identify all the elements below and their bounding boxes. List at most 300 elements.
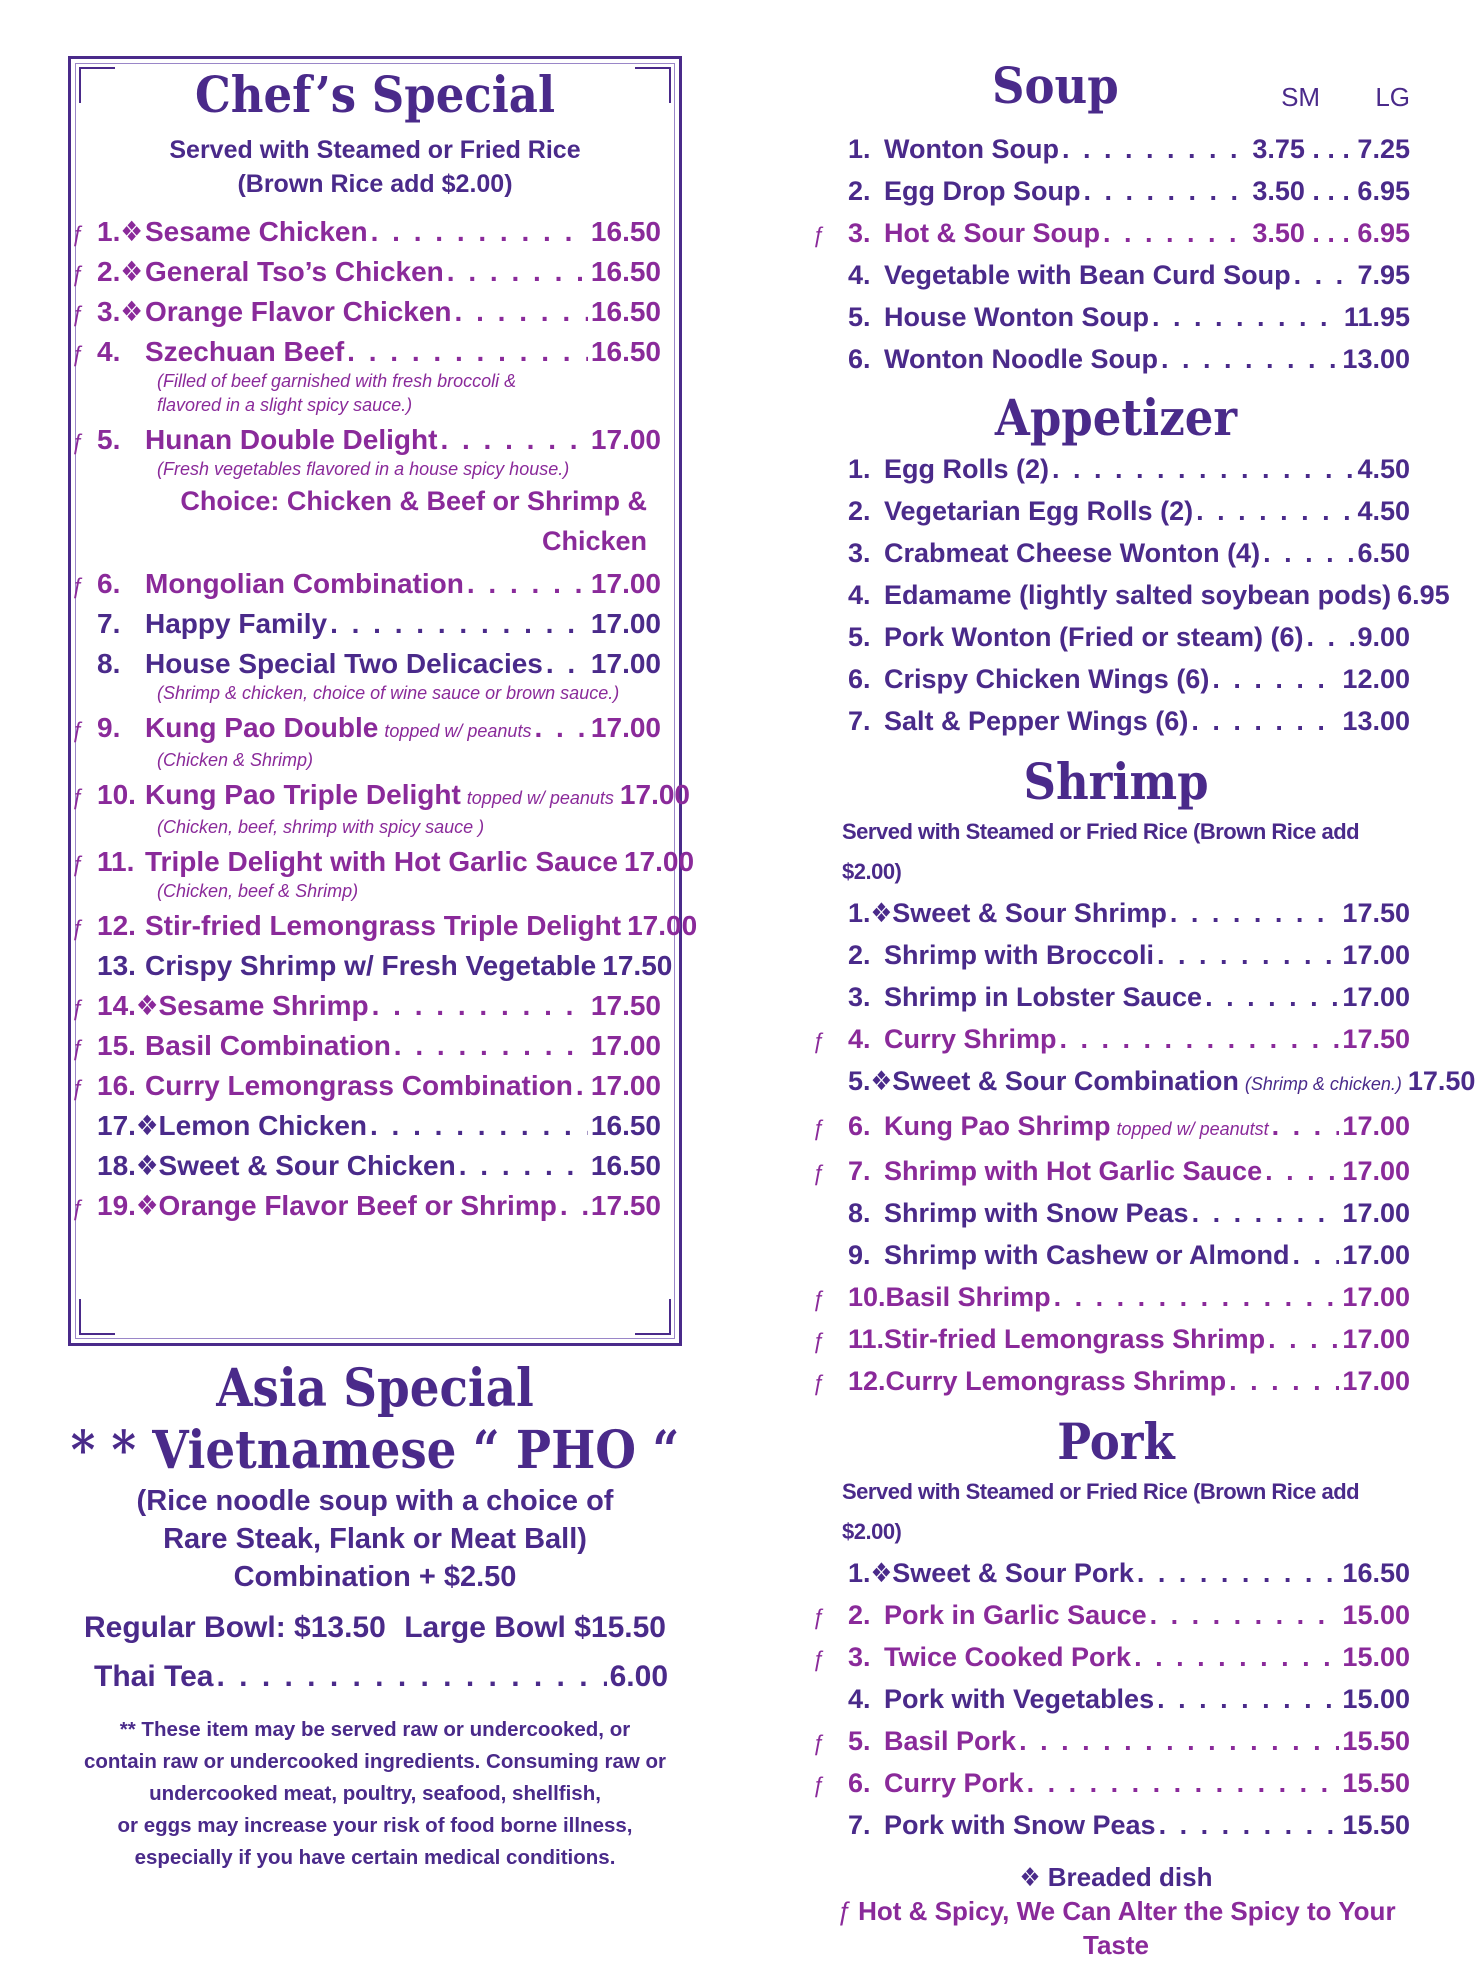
menu-item — [71, 1189, 661, 1223]
item-price: 15.00 — [1342, 1600, 1410, 1630]
item-description: (Chicken, beef & Shrimp) — [157, 881, 359, 901]
chefs-special-title: Chef’s Special — [194, 65, 556, 124]
item-number: 3. — [848, 218, 871, 248]
item-name: Curry Shrimp — [884, 1024, 1057, 1054]
item-number: 8. — [848, 1198, 871, 1228]
item-name: Pork with Snow Peas — [884, 1810, 1156, 1840]
leader-dots — [1137, 1552, 1340, 1594]
breaded-legend: ❖ Breaded dish — [1019, 1862, 1213, 1892]
item-note: topped w/ peanuts — [466, 788, 614, 808]
item-name: Edamame (lightly salted soybean pods) — [884, 580, 1392, 610]
warning-line: contain raw or undercooked ingredients. Consuming raw or — [83, 1750, 667, 1773]
item-price: 4.50 — [1357, 454, 1410, 484]
chili-pepper-icon: ƒ — [812, 1772, 825, 1797]
menu-item — [848, 1234, 1410, 1276]
item-description: (Filled of beef garnished with fresh broccoli & — [157, 371, 517, 391]
item-number: 12. — [848, 1366, 886, 1396]
item-name: Shrimp with Broccoli — [884, 940, 1155, 970]
item-number: 7. — [848, 706, 871, 736]
leader-dots — [459, 1149, 588, 1183]
item-price: 17.00 — [1342, 1366, 1410, 1396]
corner-ornament — [79, 67, 115, 103]
menu-item — [812, 1018, 1410, 1060]
item-number: 1. — [848, 454, 871, 484]
item-name: Egg Drop Soup — [884, 176, 1081, 206]
item-number: 9. — [848, 1240, 871, 1270]
menu-item — [812, 1720, 1410, 1762]
item-price: 17.50 — [590, 990, 661, 1021]
item-price: 17.00 — [1342, 1282, 1410, 1312]
leader-dots — [1060, 1018, 1340, 1060]
item-name: Basil Shrimp — [885, 1282, 1051, 1312]
warning-line: ** These item may be served raw or undercooked, or — [119, 1718, 631, 1741]
item-number: 3. — [848, 538, 871, 568]
item-number: 1.❖ — [848, 1558, 893, 1588]
item-description: (Chicken & Shrimp) — [157, 750, 314, 770]
menu-item — [812, 1594, 1410, 1636]
menu-item — [848, 254, 1410, 296]
item-price: 15.50 — [1342, 1810, 1410, 1840]
chefs-special-list — [71, 209, 698, 1223]
item-price: 15.50 — [1342, 1726, 1410, 1756]
item-price: 17.50 — [1342, 898, 1410, 928]
item-name: Shrimp with Snow Peas — [884, 1198, 1189, 1228]
item-price: 12.00 — [1342, 664, 1410, 694]
menu-item — [71, 255, 661, 289]
leader-dots — [440, 423, 587, 457]
chili-pepper-icon: ƒ — [71, 995, 84, 1020]
item-number: 8. — [97, 648, 121, 679]
item-name: Shrimp with Hot Garlic Sauce — [884, 1156, 1263, 1186]
warning-line: undercooked meat, poultry, seafood, shellfish, — [149, 1782, 601, 1805]
item-name: Orange Flavor Chicken — [145, 296, 452, 327]
item-note: topped w/ peanutst — [1116, 1119, 1269, 1139]
item-number: 10. — [97, 779, 136, 810]
item-number: 10. — [848, 1282, 886, 1312]
leader-dots — [1027, 1762, 1340, 1804]
shrimp-title: Shrimp — [1023, 752, 1209, 811]
item-name: Curry Pork — [884, 1768, 1024, 1798]
item-name: Shrimp with Cashew or Almond — [884, 1240, 1290, 1270]
leader-dots — [1268, 1318, 1339, 1360]
item-name: Wonton Noodle Soup — [884, 344, 1158, 374]
item-number: 11. — [848, 1324, 885, 1354]
item-number: 6. — [848, 1111, 871, 1141]
chili-pepper-icon: ƒ — [71, 221, 84, 246]
item-name: House Special Two Delicacies — [145, 648, 543, 679]
item-number: 2. — [848, 496, 871, 526]
menu-item — [848, 616, 1410, 658]
leader-dots — [546, 647, 588, 681]
item-price: 17.50 — [1407, 1066, 1476, 1096]
item-number: 5.❖ — [848, 1066, 893, 1096]
size-small-label: SM — [1281, 82, 1321, 112]
item-price: 17.00 — [590, 712, 661, 743]
asia-special — [68, 1358, 682, 1874]
chili-pepper-icon: ƒ — [812, 1730, 825, 1755]
left-column — [68, 56, 698, 1869]
item-price: 16.50 — [1342, 1558, 1410, 1588]
pho-title: * * Vietnamese “ PHO “ — [70, 1420, 680, 1481]
menu-item — [848, 658, 1410, 700]
chili-pepper-icon: ƒ — [71, 1035, 84, 1060]
leader-dots — [1307, 616, 1355, 658]
leader-dots — [370, 1109, 588, 1143]
item-price: 16.50 — [590, 1110, 661, 1141]
item-price: 16.50 — [590, 1150, 661, 1181]
item-name: Sweet & Sour Chicken — [158, 1150, 456, 1181]
leader-dots — [1150, 1594, 1340, 1636]
thai-tea-item — [94, 1660, 668, 1694]
item-number: 1.❖ — [848, 898, 893, 928]
item-number: 3.❖ — [97, 296, 143, 327]
menu-item — [848, 448, 1410, 490]
warning-line: especially if you have certain medical conditions. — [134, 1846, 616, 1869]
item-name: Triple Delight with Hot Garlic Sauce — [145, 846, 618, 877]
chili-pepper-icon: ƒ — [812, 1286, 825, 1311]
menu-item — [848, 532, 1410, 574]
leader-dots — [467, 567, 588, 601]
item-name: Curry Lemongrass Combination — [145, 1070, 573, 1101]
item-number: 6. — [848, 1768, 871, 1798]
chefs-special-brown-rice: (Brown Rice add $2.00) — [237, 170, 513, 198]
item-number: 3. — [848, 982, 871, 1012]
item-name: Basil Pork — [884, 1726, 1017, 1756]
item-price: 3.50 . . . 6.95 — [1252, 176, 1410, 206]
item-price: 17.00 — [619, 779, 690, 810]
item-price: 17.00 — [1342, 1111, 1410, 1141]
item-number: 1.❖ — [97, 216, 143, 247]
chili-pepper-icon: ƒ — [71, 1195, 84, 1220]
pork-title: Pork — [1057, 1412, 1175, 1471]
chili-pepper-icon: ƒ — [71, 573, 84, 598]
item-name: Shrimp in Lobster Sauce — [884, 982, 1203, 1012]
item-name: Twice Cooked Pork — [884, 1642, 1132, 1672]
leader-dots — [534, 711, 587, 745]
item-name: Salt & Pepper Wings (6) — [884, 706, 1189, 736]
item-price: 15.50 — [1342, 1768, 1410, 1798]
menu-item — [71, 215, 661, 249]
item-price: 17.00 — [590, 1030, 661, 1061]
item-name: House Wonton Soup — [884, 302, 1149, 332]
leader-dots — [1294, 254, 1355, 296]
item-price: 17.00 — [1342, 982, 1410, 1012]
soup-title: Soup — [992, 56, 1119, 115]
item-number: 7. — [97, 608, 121, 639]
chefs-special-served: Served with Steamed or Fried Rice — [169, 136, 581, 164]
menu-item — [97, 607, 661, 641]
item-number: 4. — [848, 580, 871, 610]
item-number: 4. — [848, 260, 871, 290]
menu-item — [71, 778, 690, 815]
leader-dots — [1152, 296, 1341, 338]
chili-pepper-icon: ƒ — [71, 851, 84, 876]
item-name: Wonton Soup — [884, 134, 1059, 164]
item-name: Pork with Vegetables — [884, 1684, 1155, 1714]
leader-dots — [1161, 338, 1339, 380]
menu-item — [812, 1636, 1410, 1678]
item-number: 5. — [848, 622, 871, 652]
item-name: Vegetarian Egg Rolls (2) — [884, 496, 1194, 526]
item-name: Curry Lemongrass Shrimp — [885, 1366, 1227, 1396]
menu-item — [71, 909, 698, 943]
item-name: Orange Flavor Beef or Shrimp — [158, 1190, 557, 1221]
menu-item — [812, 1105, 1410, 1150]
warning-line: or eggs may increase your risk of food borne illness, — [117, 1814, 633, 1837]
menu-item — [71, 1029, 661, 1063]
menu-item — [848, 338, 1410, 380]
item-price: 11.95 — [1343, 302, 1410, 332]
leader-dots — [1293, 1234, 1340, 1276]
chili-pepper-icon: ƒ — [71, 261, 84, 286]
item-name: Pork in Garlic Sauce — [884, 1600, 1147, 1630]
leader-dots — [1134, 1636, 1339, 1678]
leader-dots — [1159, 1804, 1340, 1846]
item-name: Sweet & Sour Combination — [892, 1066, 1239, 1096]
leader-dots — [1170, 892, 1340, 934]
item-name: Mongolian Combination — [145, 568, 464, 599]
item-number: 1. — [848, 134, 871, 164]
leader-dots — [372, 989, 588, 1023]
item-price: 13.00 — [1342, 344, 1410, 374]
chili-pepper-icon: ƒ — [71, 429, 84, 454]
corner-ornament — [79, 1299, 115, 1335]
leader-dots — [1229, 1360, 1339, 1402]
leader-dots — [1205, 976, 1339, 1018]
chili-pepper-icon: ƒ — [71, 915, 84, 940]
item-name: Kung Pao Double — [145, 712, 379, 743]
item-price: 17.00 — [590, 424, 661, 455]
menu-item — [71, 295, 661, 329]
chefs-special-box — [68, 56, 698, 1346]
chili-pepper-icon: ƒ — [812, 1160, 825, 1185]
item-price: 17.00 — [623, 846, 695, 877]
item-price: 3.50 . . . 6.95 — [1252, 218, 1410, 248]
leader-dots — [371, 215, 588, 249]
item-name: General Tso’s Chicken — [145, 256, 444, 287]
menu-item — [848, 296, 1410, 338]
asia-special-title: Asia Special — [216, 1358, 534, 1419]
raw-food-warning — [68, 1714, 682, 1874]
hot-spicy-legend-text: Hot & Spicy, We Can Alter the Spicy to Your Taste — [858, 1896, 1396, 1960]
leader-dots — [1019, 1720, 1339, 1762]
pho-desc-2: Rare Steak, Flank or Meat Ball) — [163, 1523, 587, 1555]
choice-note: Choice: Chicken & Beef or Shrimp & Chicken — [180, 486, 647, 556]
leader-dots — [1054, 1276, 1340, 1318]
item-number: 3. — [848, 1642, 871, 1672]
item-number: 4. — [848, 1684, 871, 1714]
leader-dots — [455, 295, 588, 329]
chili-pepper-icon: ƒ — [812, 222, 825, 247]
item-name: Basil Combination — [145, 1030, 391, 1061]
item-price: 17.50 — [602, 950, 673, 981]
leader-dots — [560, 1189, 588, 1223]
leader-dots — [330, 607, 588, 641]
chili-pepper-icon: ƒ — [812, 1115, 825, 1140]
menu-item — [812, 212, 1410, 254]
leader-dots — [1083, 170, 1249, 212]
item-price: 17.00 — [590, 568, 661, 599]
item-name: Crispy Chicken Wings (6) — [884, 664, 1210, 694]
leader-dots — [576, 1069, 588, 1103]
menu-item — [812, 1150, 1410, 1192]
menu-item — [71, 989, 661, 1023]
chili-pepper-icon: ƒ — [812, 1604, 825, 1629]
menu-item — [848, 1192, 1410, 1234]
leader-dots — [347, 335, 588, 369]
leader-dots — [1196, 490, 1354, 532]
item-price: 17.00 — [1342, 940, 1410, 970]
menu-item — [848, 934, 1410, 976]
appetizer-title: Appetizer — [994, 388, 1238, 447]
menu-item — [71, 423, 661, 457]
item-price: 17.50 — [590, 1190, 661, 1221]
item-name: Sesame Chicken — [145, 216, 368, 247]
item-price: 6.50 — [1357, 538, 1410, 568]
item-note: topped w/ peanuts — [384, 721, 532, 741]
menu-item — [97, 949, 673, 983]
appetizer-list — [812, 448, 1450, 742]
pho-bowls — [68, 1596, 682, 1650]
menu-item — [848, 1678, 1410, 1720]
leader-dots — [1192, 1192, 1340, 1234]
chili-pepper-icon: ƒ — [71, 784, 84, 809]
chili-pepper-icon: ƒ — [812, 1328, 825, 1353]
item-price: 16.50 — [590, 256, 661, 287]
pho-desc-1: (Rice noodle soup with a choice of — [136, 1485, 614, 1517]
item-name: Hot & Sour Soup — [884, 218, 1100, 248]
item-description: (Fresh vegetables flavored in a house spicy house.) — [157, 459, 570, 479]
item-number: 5. — [848, 1726, 871, 1756]
menu-item — [71, 335, 661, 369]
chili-pepper-icon: ƒ — [71, 341, 84, 366]
pork-served: Served with Steamed or Fried Rice (Brown Rice add $2.00) — [842, 1479, 1360, 1544]
regular-bowl-price: Regular Bowl: $13.50 — [84, 1611, 386, 1644]
item-price: 17.00 — [1342, 1240, 1410, 1270]
item-description: (Chicken, beef, shrimp with spicy sauce ) — [157, 817, 485, 837]
item-number: 4. — [97, 336, 121, 367]
menu-item — [71, 567, 661, 601]
chili-pepper-icon: ƒ — [71, 717, 84, 742]
item-number: 4. — [848, 1024, 871, 1054]
item-price: 17.00 — [1342, 1156, 1410, 1186]
leader-dots — [1272, 1105, 1340, 1147]
item-price: 17.50 — [1342, 1024, 1410, 1054]
menu-item — [848, 892, 1410, 934]
item-number: 15. — [97, 1030, 136, 1061]
item-price: 17.00 — [1342, 1324, 1410, 1354]
item-description: (Shrimp & chicken, choice of wine sauce or brown sauce.) — [157, 683, 620, 703]
chili-pepper-icon: ƒ — [812, 1646, 825, 1671]
item-name: Happy Family — [145, 608, 328, 639]
item-price: 13.00 — [1342, 706, 1410, 736]
item-price: 17.00 — [590, 648, 661, 679]
item-number: 7. — [848, 1810, 871, 1840]
item-name: Sesame Shrimp — [158, 990, 369, 1021]
menu-item — [848, 490, 1410, 532]
corner-ornament — [635, 1299, 671, 1335]
leader-dots — [1265, 1150, 1339, 1192]
size-labels — [1233, 82, 1410, 113]
soup-list — [812, 128, 1420, 380]
leader-dots — [1157, 1678, 1339, 1720]
item-price: 15.00 — [1342, 1684, 1410, 1714]
item-name: Egg Rolls (2) — [884, 454, 1050, 484]
leader-dots — [1191, 700, 1339, 742]
item-price: 6.95 — [1397, 580, 1450, 610]
item-name: Kung Pao Shrimp — [884, 1111, 1111, 1141]
item-price: 17.00 — [590, 1070, 661, 1101]
item-number: 6. — [848, 344, 871, 374]
menu-item — [812, 1276, 1410, 1318]
item-number: 5. — [97, 424, 121, 455]
leader-dots — [1212, 658, 1339, 700]
menu-item — [848, 1060, 1476, 1105]
menu-item — [848, 700, 1410, 742]
soup-header — [812, 56, 1420, 128]
item-price: 15.00 — [1342, 1642, 1410, 1672]
leader-dots — [216, 1660, 606, 1694]
menu-item — [848, 1552, 1410, 1594]
item-number: 6. — [97, 568, 121, 599]
large-bowl-price: Large Bowl $15.50 — [404, 1611, 666, 1644]
item-price: 7.95 — [1357, 260, 1410, 290]
leader-dots — [447, 255, 588, 289]
menu-item — [97, 647, 661, 681]
item-name: Szechuan Beef — [145, 336, 345, 367]
item-price: 17.00 — [627, 910, 698, 941]
chili-pepper-icon: ƒ — [71, 1075, 84, 1100]
item-number: 13. — [97, 950, 136, 981]
menu-item — [97, 1149, 661, 1183]
item-price: 16.50 — [590, 336, 661, 367]
leader-dots — [1103, 212, 1249, 254]
menu-item — [812, 1360, 1410, 1402]
shrimp-served: Served with Steamed or Fried Rice (Brown Rice add $2.00) — [842, 819, 1360, 884]
chili-pepper-icon: ƒ — [71, 301, 84, 326]
item-number: 9. — [97, 712, 121, 743]
item-name: Hunan Double Delight — [145, 424, 438, 455]
item-name: Sweet & Sour Pork — [892, 1558, 1134, 1588]
corner-ornament — [635, 67, 671, 103]
menu-item — [812, 1318, 1410, 1360]
chili-pepper-icon: ƒ — [836, 1896, 851, 1926]
item-name: Pork Wonton (Fried or steam) (6) — [884, 622, 1304, 652]
item-number: 7. — [848, 1156, 871, 1186]
item-number: 19.❖ — [97, 1190, 159, 1221]
item-number: 6. — [848, 664, 871, 694]
menu-item — [812, 1762, 1410, 1804]
chili-pepper-icon: ƒ — [812, 1028, 825, 1053]
leader-dots — [1157, 934, 1339, 976]
item-name: Stir-fried Lemongrass Triple Delight — [145, 910, 622, 941]
menu-item — [848, 1804, 1410, 1846]
item-number: 16. — [97, 1070, 136, 1101]
menu-item — [848, 574, 1450, 616]
item-number: 14.❖ — [97, 990, 159, 1021]
leader-dots — [394, 1029, 588, 1063]
item-price: 4.50 — [1357, 496, 1410, 526]
menu-item — [848, 128, 1410, 170]
item-number: 2. — [848, 940, 871, 970]
item-name: Lemon Chicken — [158, 1110, 367, 1141]
item-description: flavored in a slight spicy sauce.) — [157, 395, 413, 415]
right-column — [812, 56, 1476, 1962]
leader-dots — [1062, 128, 1249, 170]
item-name: Vegetable with Bean Curd Soup — [884, 260, 1291, 290]
item-price: 9.00 — [1357, 622, 1410, 652]
item-name: Crabmeat Cheese Wonton (4) — [884, 538, 1261, 568]
